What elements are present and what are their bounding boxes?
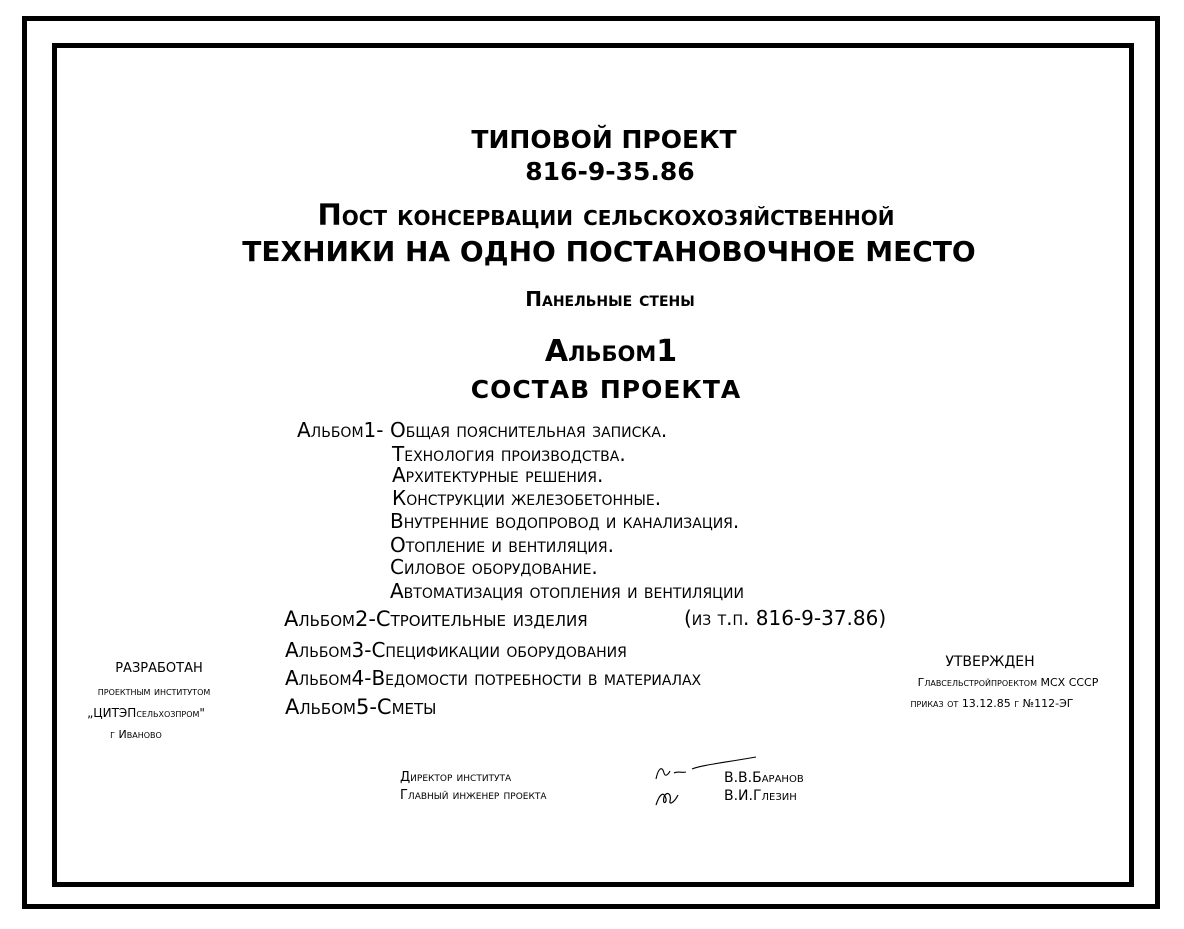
chief-engineer-signature <box>652 787 682 809</box>
chief-engineer-name: В.И.Глезин <box>724 788 797 804</box>
project-title-line1: Пост консервации сельскохозяйственной <box>317 198 895 232</box>
subtitle-wall-type: Панельные стены <box>525 287 695 311</box>
director-role: Директор института <box>400 770 512 785</box>
album2-reference: (из т.п. 816-9-37.86) <box>684 606 887 630</box>
list-item: Общая пояснительная записка. <box>390 418 668 442</box>
list-item: Отопление и вентиляция. <box>390 533 614 557</box>
director-name: В.В.Баранов <box>724 770 804 786</box>
album1-prefix: Альбом1- <box>297 418 384 442</box>
list-item: Внутренние водопровод и канализация. <box>390 509 740 533</box>
list-item: Технология производства. <box>392 442 626 466</box>
developed-label: РАЗРАБОТАН <box>115 661 203 676</box>
project-number: 816-9-35.86 <box>525 157 695 186</box>
list-item: Конструкции железобетонные. <box>392 486 662 510</box>
section-heading: СОСТАВ ПРОЕКТА <box>470 375 742 404</box>
chief-engineer-role: Главный инженер проекта <box>400 788 547 803</box>
project-title-line2: ТЕХНИКИ НА ОДНО ПОСТАНОВОЧНОЕ МЕСТО <box>242 235 976 268</box>
developed-city: г Иваново <box>110 728 162 741</box>
list-item: Автоматизация отопления и вентиляции <box>390 579 744 603</box>
album-number: Альбом1 <box>544 334 678 369</box>
list-item: Силовое оборудование. <box>390 555 598 579</box>
album4-entry: Альбом4-Ведомости потребности в материалах <box>285 666 702 690</box>
project-type-label: ТИПОВОЙ ПРОЕКТ <box>471 125 737 154</box>
approved-label: УТВЕРЖДЕН <box>945 654 1035 670</box>
developed-institute-line1: проектным институтом <box>97 685 211 698</box>
album3-entry: Альбом3-Спецификации оборудования <box>285 638 627 662</box>
developed-institute-line2: „ЦИТЭПсельхозпром" <box>87 706 205 720</box>
list-item: Архитектурные решения. <box>392 463 604 487</box>
approved-authority: Главсельстройпроектом МСХ СССР <box>917 676 1099 689</box>
album5-entry: Альбом5-Сметы <box>285 695 437 719</box>
album2-entry: Альбом2-Строительные изделия <box>284 607 588 631</box>
approved-order: приказ от 13.12.85 г №112-ЭГ <box>910 697 1074 710</box>
